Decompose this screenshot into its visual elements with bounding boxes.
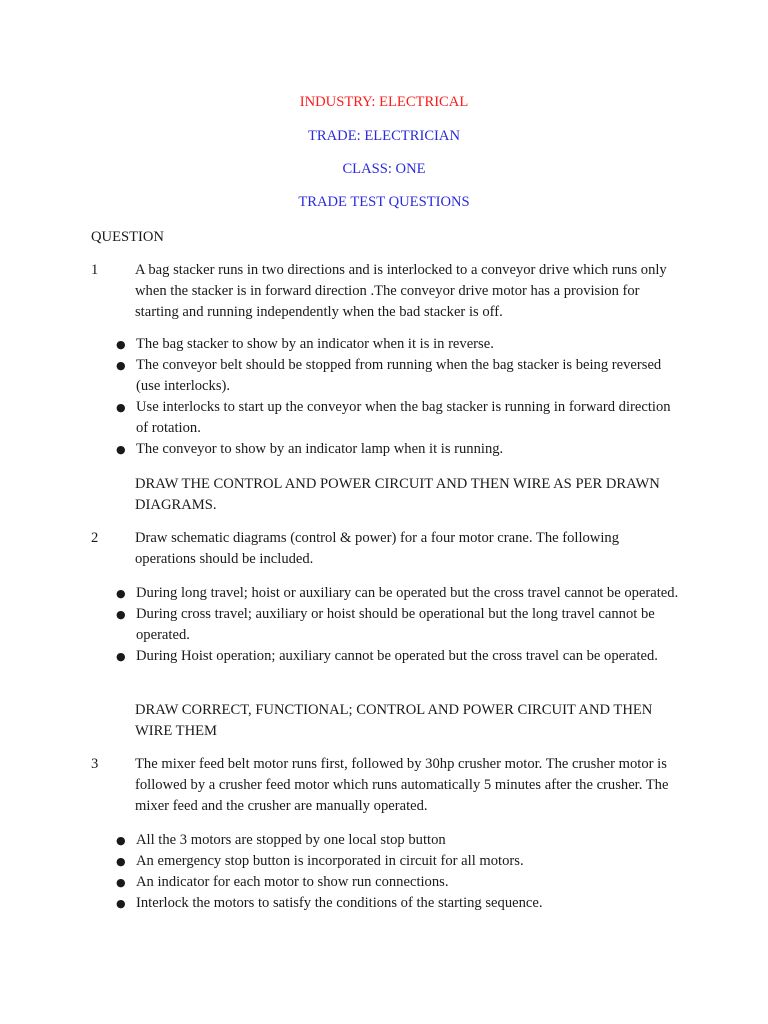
question-2-instruction: DRAW CORRECT, FUNCTIONAL; CONTROL AND POWER CIRCUIT AND THEN WIRE THEM bbox=[135, 702, 653, 739]
list-item: ● All the 3 motors are stopped by one local stop button bbox=[116, 830, 686, 851]
question-1-text: A bag stacker runs in two directions and is interlocked to a conveyor drive which runs only when the stacker is in forward direction .The conveyor drive motor has a provision for starting and running independently when the bad stacker is off. bbox=[135, 262, 667, 320]
question-2-text: Draw schematic diagrams (control & power) for a four motor crane. The following operations should be included. bbox=[135, 530, 619, 567]
list-item: ● An emergency stop button is incorporated in circuit for all motors. bbox=[116, 851, 686, 872]
question-1-number: 1 bbox=[91, 262, 99, 278]
trade-heading: TRADE: ELECTRICIAN bbox=[307, 128, 460, 144]
bullet-icon: ● bbox=[116, 897, 126, 910]
list-item: ● Use interlocks to start up the conveyor when the bag stacker is running in forward direction of rotation. bbox=[116, 399, 671, 436]
question-3-text: The mixer feed belt motor runs first, followed by 30hp crusher motor. The crusher motor is followed by a crusher feed motor which runs automatically 5 minutes after the crusher. The mixer feed and the crusher are manually operated. bbox=[135, 756, 669, 814]
question-label: QUESTION bbox=[91, 229, 164, 245]
bullet-icon: ● bbox=[116, 587, 126, 600]
list-item: ● The bag stacker to show by an indicator when it is in reverse. bbox=[116, 334, 686, 355]
bullet-icon: ● bbox=[116, 608, 126, 621]
class-heading: CLASS: ONE bbox=[342, 161, 426, 177]
question-1-bullets bbox=[116, 334, 686, 460]
bullet-icon: ● bbox=[116, 834, 126, 847]
question-1-instruction: DRAW THE CONTROL AND POWER CIRCUIT AND THEN WIRE AS PER DRAWN DIAGRAMS. bbox=[135, 476, 660, 513]
list-item: ● During long travel; hoist or auxiliary can be operated but the cross travel cannot be operated. bbox=[116, 583, 686, 604]
list-item: ● An indicator for each motor to show run connections. bbox=[116, 872, 686, 893]
bullet-icon: ● bbox=[116, 876, 126, 889]
bullet-icon: ● bbox=[116, 359, 126, 372]
bullet-icon: ● bbox=[116, 338, 126, 351]
list-item: ● Interlock the motors to satisfy the conditions of the starting sequence. bbox=[116, 893, 686, 914]
question-3-bullets bbox=[116, 830, 686, 914]
subtitle-heading: TRADE TEST QUESTIONS bbox=[298, 194, 470, 210]
bullet-icon: ● bbox=[116, 443, 126, 456]
question-3-number: 3 bbox=[91, 756, 99, 772]
bullet-icon: ● bbox=[116, 650, 126, 663]
question-2-number: 2 bbox=[91, 530, 99, 546]
bullet-icon: ● bbox=[116, 855, 126, 868]
list-item: ● The conveyor to show by an indicator lamp when it is running. bbox=[116, 439, 686, 460]
industry-heading: INDUSTRY: ELECTRICAL bbox=[299, 94, 469, 110]
list-item: ● The conveyor belt should be stopped from running when the bag stacker is being reversed (use interlocks). bbox=[116, 357, 662, 394]
question-2-bullets bbox=[116, 583, 686, 667]
list-item: ● During cross travel; auxiliary or hoist should be operational but the long travel cannot be operated. bbox=[116, 606, 655, 643]
list-item: ● During Hoist operation; auxiliary cannot be operated but the cross travel can be operated. bbox=[116, 646, 686, 667]
bullet-icon: ● bbox=[116, 401, 126, 414]
